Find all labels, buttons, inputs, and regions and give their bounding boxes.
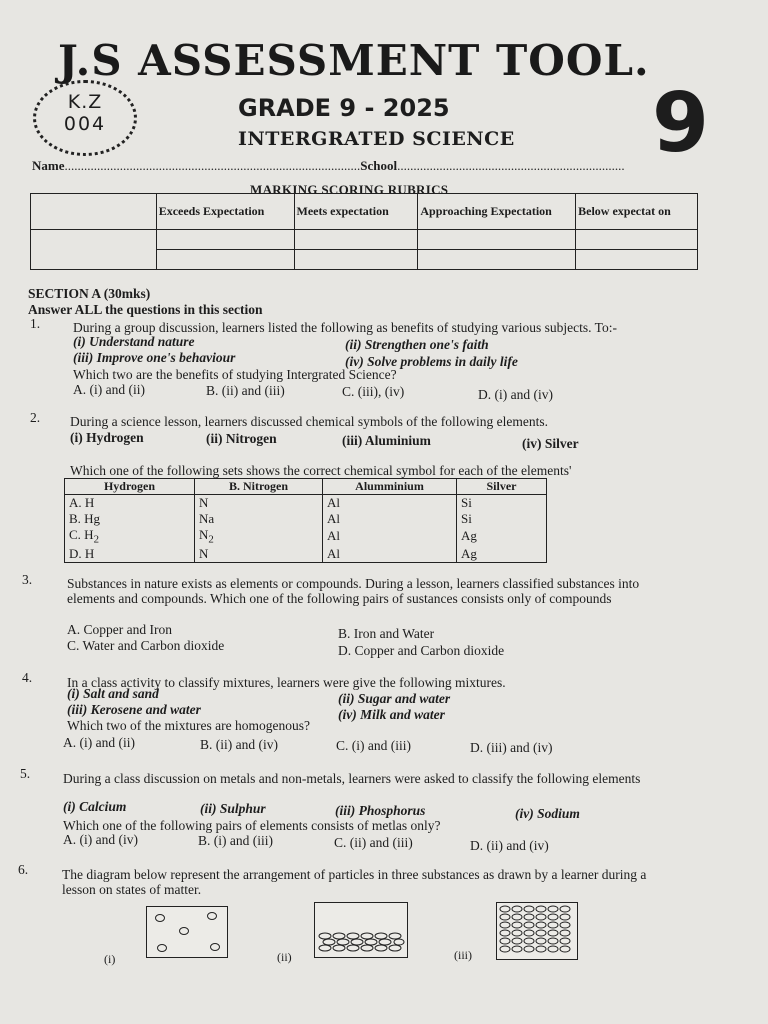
- table-cell: $N_2$: [195, 527, 323, 546]
- question-item: (i) Hydrogen: [70, 430, 144, 445]
- answer-option[interactable]: C. Water and Carbon dioxide: [67, 638, 225, 653]
- rubric-cell: [294, 250, 418, 270]
- rubric-cell: [156, 250, 294, 270]
- answer-option[interactable]: C. (i) and (iii): [336, 738, 411, 753]
- particle: [210, 943, 220, 951]
- rubric-col-meets: Meets expectation: [294, 194, 418, 230]
- question-item: (iv) Silver: [522, 436, 579, 451]
- school-code-stamp: [33, 80, 137, 156]
- name-school-line: Name...........................................................................................School......................................................................: [32, 158, 625, 173]
- question-prompt: Which one of the following sets shows the correct chemical symbol for each of the elements': [70, 463, 572, 478]
- table-header: Hydrogen: [65, 479, 195, 495]
- particle-diagram-gas: [146, 906, 228, 958]
- rubric-cell: [576, 250, 698, 270]
- question-number: 1.: [30, 316, 41, 331]
- question-item: (iv) Sodium: [515, 806, 580, 821]
- question-item: (i) Understand nature: [73, 334, 195, 349]
- question-item: (ii) Sulphur: [200, 801, 266, 816]
- answer-option[interactable]: D. (i) and (iv): [478, 387, 553, 402]
- subject-heading: INTERGRATED SCIENCE: [238, 128, 515, 150]
- table-row[interactable]: [65, 511, 547, 527]
- diagram-label: (i): [104, 952, 116, 966]
- question-stem: The diagram below represent the arrangement of particles in three substances as drawn by a learner during a lesson on states of matter.: [62, 867, 647, 897]
- answer-option[interactable]: A. (i) and (iv): [63, 832, 138, 847]
- answer-option[interactable]: D. (iii) and (iv): [470, 740, 553, 755]
- question-stem: During a science lesson, learners discussed chemical symbols of the following elements.: [70, 414, 548, 429]
- table-cell: Si: [457, 495, 547, 512]
- section-title: SECTION A (30mks): [28, 286, 151, 301]
- subscript: 2: [93, 533, 99, 546]
- diagram-label: (ii): [277, 950, 292, 964]
- rubric-caption: MARKING SCORING RUBRICS: [250, 182, 449, 197]
- question-item: (i) Salt and sand: [67, 686, 159, 701]
- question-item: (ii) Sugar and water: [338, 691, 451, 706]
- answer-option[interactable]: A. (i) and (ii): [63, 735, 135, 750]
- rubric-cell: [418, 250, 576, 270]
- question-number: 2.: [30, 410, 41, 425]
- question-stem: In a class activity to classify mixtures, learners were give the following mixtures.: [67, 675, 506, 690]
- answer-option[interactable]: C. (ii) and (iii): [334, 835, 413, 850]
- question-item: (iv) Solve problems in daily life: [345, 354, 518, 369]
- table-cell: Si: [457, 511, 547, 527]
- rubric-col-exceeds: Exceeds Expectation: [156, 194, 294, 230]
- question-stem: During a group discussion, learners listed the following as benefits of studying various subjects. To:-: [73, 320, 617, 335]
- table-cell: Ag: [457, 527, 547, 546]
- rubric-cell: [156, 230, 294, 250]
- table-header: Silver: [457, 479, 547, 495]
- answer-option[interactable]: C. (iii), (iv): [342, 384, 405, 399]
- table-cell: N: [195, 546, 323, 563]
- particle: [155, 914, 165, 922]
- grade-heading: GRADE 9 - 2025: [238, 94, 450, 122]
- subscript: 2: [208, 533, 214, 546]
- rubric-cell: [294, 230, 418, 250]
- table-cell: Al: [323, 527, 457, 546]
- particle: [207, 912, 217, 920]
- table-cell: Al: [323, 511, 457, 527]
- answer-option[interactable]: A. (i) and (ii): [73, 382, 145, 397]
- table-cell: C. $H_2$: [65, 527, 195, 546]
- answer-option[interactable]: D. Copper and Carbon dioxide: [338, 643, 505, 658]
- answer-option[interactable]: D. (ii) and (iv): [470, 838, 549, 853]
- rubric-cell: [576, 230, 698, 250]
- question-prompt: Which two of the mixtures are homogenous?: [67, 718, 310, 733]
- rubric-col-approaching: Approaching Expectation: [418, 194, 576, 230]
- particle-diagram-liquid: [314, 902, 408, 958]
- table-cell: D. H: [65, 546, 195, 563]
- table-cell: A. H: [65, 495, 195, 512]
- school-label: School: [360, 158, 398, 173]
- answer-option[interactable]: B. (ii) and (iv): [200, 737, 278, 752]
- stamp-line-2: 004: [63, 113, 107, 135]
- diagram-label: (iii): [454, 948, 472, 962]
- answer-option[interactable]: B. (ii) and (iii): [206, 383, 285, 398]
- question-number: 3.: [22, 572, 33, 587]
- question-item: (iii) Aluminium: [342, 433, 431, 448]
- question-item: (ii) Nitrogen: [206, 431, 277, 446]
- name-label: Name: [32, 158, 65, 173]
- particle-diagram-solid: [496, 902, 578, 960]
- table-header: B. Nitrogen: [195, 479, 323, 495]
- rubric-cell: [31, 230, 157, 270]
- rubric-col-below: Below expectat on: [576, 194, 698, 230]
- section-instruction: Answer ALL the questions in this section: [28, 302, 263, 317]
- question-number: 6.: [18, 862, 29, 877]
- rubric-blank-header: [31, 194, 157, 230]
- question-item: (iii) Kerosene and water: [67, 702, 201, 717]
- question-item: (iii) Phosphorus: [335, 803, 426, 818]
- table-row[interactable]: [65, 527, 547, 546]
- assessment-title: J.S ASSESSMENT TOOL.: [58, 36, 650, 85]
- table-row[interactable]: [65, 546, 547, 563]
- rubric-table: [30, 193, 698, 270]
- element-symbols-table: [64, 478, 547, 563]
- question-prompt: Which one of the following pairs of elements consists of metlas only?: [63, 818, 441, 833]
- question-number: 5.: [20, 766, 31, 781]
- table-cell: N: [195, 495, 323, 512]
- question-prompt: Which two are the benefits of studying Intergrated Science?: [73, 367, 397, 382]
- liquid-particles: [315, 903, 407, 957]
- answer-option[interactable]: B. Iron and Water: [338, 626, 435, 641]
- question-item: (i) Calcium: [63, 799, 127, 814]
- table-cell: Na: [195, 511, 323, 527]
- question-number: 4.: [22, 670, 33, 685]
- table-cell: Al: [323, 546, 457, 563]
- question-item: (iv) Milk and water: [338, 707, 445, 722]
- table-header: Alumminium: [323, 479, 457, 495]
- question-item: (iii) Improve one's behaviour: [73, 350, 236, 365]
- grade-number: 9: [652, 76, 710, 171]
- table-row[interactable]: [65, 495, 547, 512]
- table-cell: Al: [323, 495, 457, 512]
- answer-option[interactable]: B. (i) and (iii): [198, 833, 273, 848]
- solid-particles: [497, 903, 577, 959]
- question-item: (ii) Strengthen one's faith: [345, 337, 489, 352]
- particle: [179, 927, 189, 935]
- particle: [157, 944, 167, 952]
- table-cell: B. Hg: [65, 511, 195, 527]
- answer-option[interactable]: A. Copper and Iron: [67, 622, 172, 637]
- question-stem: During a class discussion on metals and non-metals, learners were asked to classify the following elements: [63, 771, 641, 786]
- stamp-line-1: K.Z: [67, 91, 103, 113]
- rubric-cell: [418, 230, 576, 250]
- question-stem: Substances in nature exists as elements or compounds. During a lesson, learners classified substances into elements and compounds. Which one of the following pairs of sustances consists only of compounds: [67, 576, 640, 606]
- table-cell: Ag: [457, 546, 547, 563]
